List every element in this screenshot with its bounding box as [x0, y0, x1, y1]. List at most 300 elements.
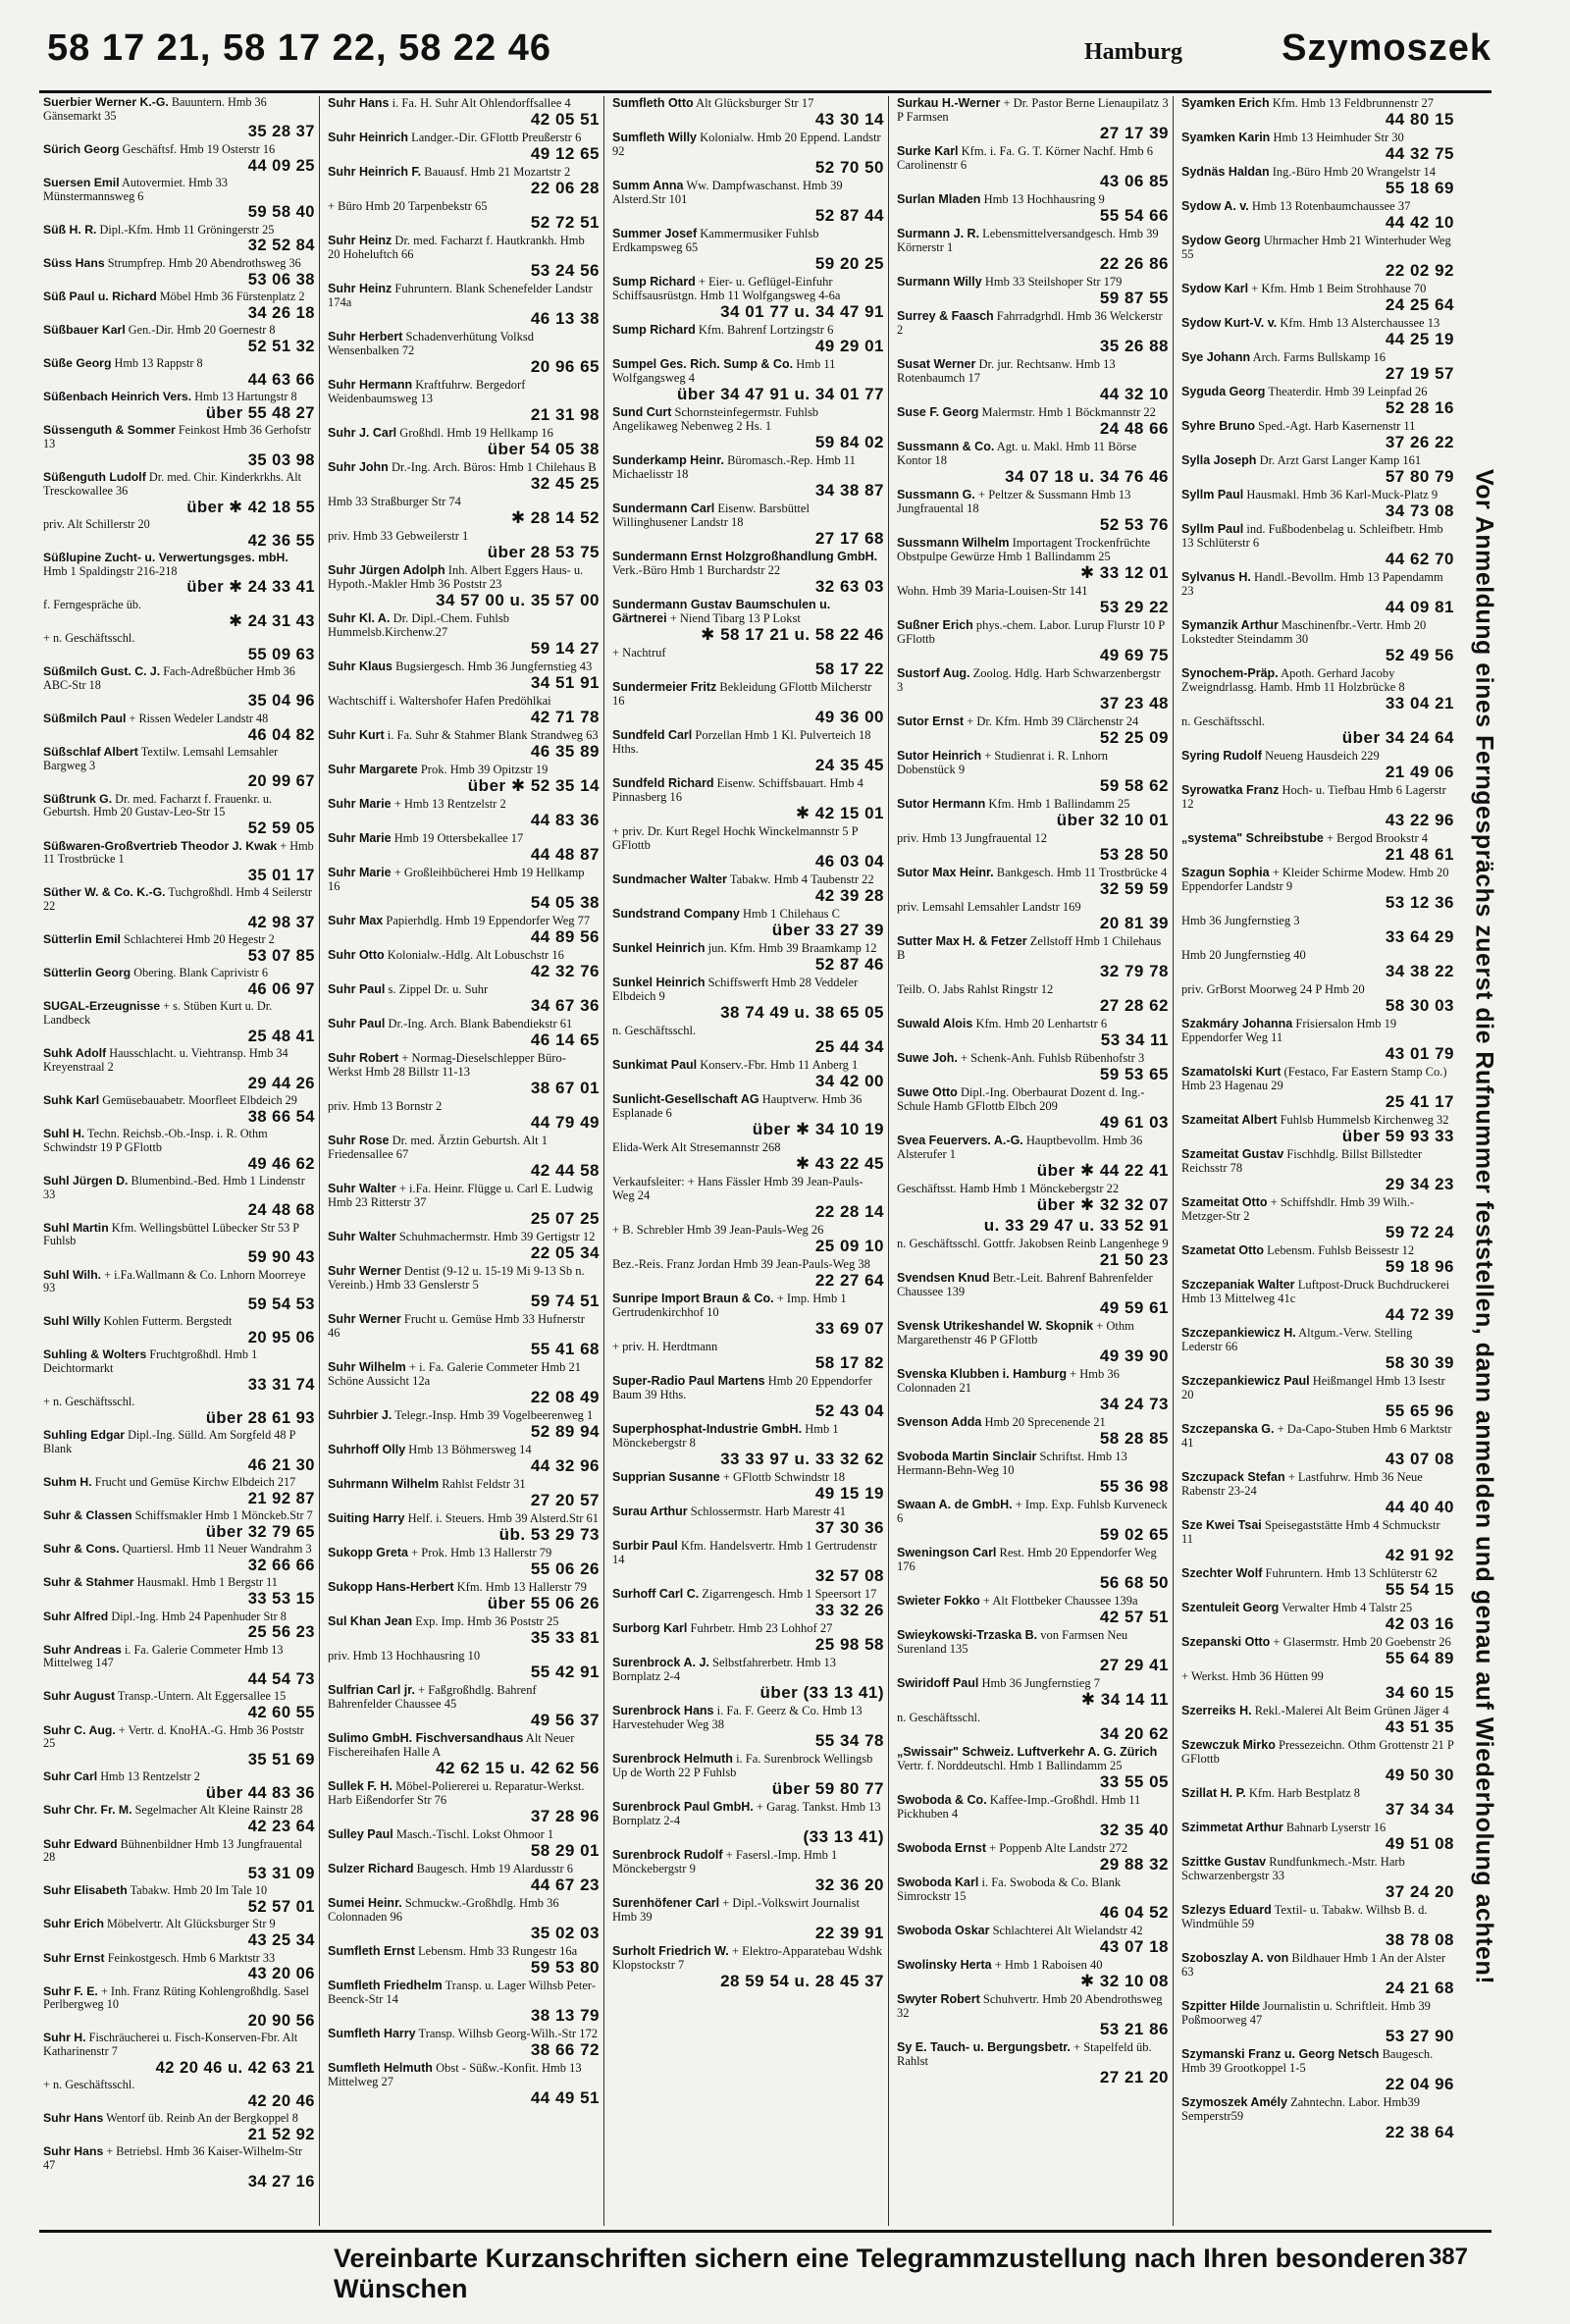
directory-entry [328, 1408, 600, 1441]
directory-entry [328, 1099, 600, 1132]
entry-name: Süßenguth Ludolf [43, 470, 146, 485]
entry-phone: 25 98 58 [814, 1635, 884, 1654]
entry-phone: 49 56 37 [530, 1711, 600, 1729]
entry-name: Sul Khan Jean [328, 1614, 413, 1628]
directory-entry [43, 1838, 315, 1883]
directory-entry [43, 967, 315, 998]
entry-description: Schadenverhütung Volksd Wensenbalken 72 [328, 330, 534, 357]
entry-phone: 22 28 14 [814, 1202, 884, 1221]
entry-name: Swolinsky Herta [897, 1958, 992, 1972]
entry-phone: 42 91 92 [1385, 1546, 1454, 1564]
entry-phone: 54 05 38 [530, 893, 600, 912]
entry-phone: 34 38 87 [814, 481, 884, 500]
entry-description: i. Fa. F. Geerz & Co. Hmb 13 Harvestehuder Weg 38 [612, 1704, 863, 1731]
entry-name: Surenbrock Helmuth [612, 1752, 733, 1766]
side-note [1464, 393, 1503, 2061]
entry-phone: 21 31 98 [530, 405, 600, 424]
entry-name: Suiting Harry [328, 1511, 405, 1525]
directory-entry [897, 982, 1169, 1015]
entry-description: Dr. med. Facharzt f. Hautkrankh. Hmb 20 Hoheluftch 66 [328, 234, 585, 261]
entry-phone: 44 09 81 [1385, 598, 1454, 616]
directory-entry [43, 632, 315, 663]
entry-name: Sußner Erich [897, 618, 973, 632]
entry-name: Suhr Elisabeth [43, 1883, 128, 1898]
directory-entry [328, 1649, 600, 1681]
entry-description: Blumenbind.-Bed. Hmb 1 Lindenstr 33 [43, 1173, 305, 1201]
entry-name: Suhl Willy [43, 1314, 101, 1329]
entry-name: Surau Arthur [612, 1505, 688, 1518]
entry-name: Süss Hans [43, 255, 105, 270]
entry-description: Uhrmacher Hmb 21 Winterhuder Weg 55 [1181, 234, 1451, 261]
directory-entry [43, 746, 315, 791]
directory-entry [897, 1546, 1169, 1592]
entry-description: Verwalter Hmb 4 Talstr 25 [1282, 1601, 1413, 1614]
directory-entry [897, 1319, 1169, 1365]
entry-name: Szymanski Franz u. Georg Netsch [1181, 2047, 1380, 2061]
entry-description: Strumpfrep. Hmb 20 Abendrothsweg 36 [107, 255, 301, 270]
directory-entry [43, 552, 315, 597]
entry-phone: 33 04 21 [1385, 694, 1454, 713]
entry-description: Schlachterei Alt Wielandstr 42 [992, 1924, 1143, 1937]
entry-phone: 25 48 41 [247, 1026, 315, 1045]
entry-name: Sussmann & Co. [897, 440, 995, 453]
entry-name: Swaan A. de GmbH. [897, 1498, 1013, 1511]
entry-name: Sundmacher Walter [612, 872, 727, 886]
entry-phone: 32 36 20 [814, 1875, 884, 1894]
entry-name: Surhoff Carl C. [612, 1587, 700, 1601]
entry-phone: 55 18 69 [1385, 179, 1454, 197]
entry-description: Journalistin u. Schriftleit. Hmb 39 Poßmoorweg 47 [1181, 1999, 1431, 2027]
entry-description: Schuhmachermstr. Hmb 39 Gertigstr 12 [398, 1230, 596, 1243]
directory-entry [1181, 1999, 1454, 2045]
directory-entry [1181, 1422, 1454, 1468]
entry-phone: 55 42 91 [530, 1663, 600, 1681]
directory-entry [43, 1348, 315, 1394]
entry-description: Hmb 20 Jungfernstieg 40 [1181, 948, 1306, 962]
entry-name: Szakmáry Johanna [1181, 1017, 1293, 1030]
entry-name: Süße Georg [43, 356, 112, 371]
entry-phone: 34 57 00 u. 35 57 00 [436, 591, 600, 609]
entry-name: Sunlicht-Gesellschaft AG [612, 1092, 759, 1106]
entry-name: Syamken Karin [1181, 131, 1271, 144]
entry-phone: 34 42 00 [814, 1072, 884, 1090]
directory-entry [612, 1024, 884, 1056]
entry-phone: 27 21 20 [1099, 2068, 1169, 2086]
directory-entry [612, 1175, 884, 1221]
entry-description: Frucht u. Gemüse Hmb 33 Hufnerstr 46 [328, 1312, 585, 1340]
entry-name: Swiridoff Paul [897, 1676, 979, 1690]
directory-entry [328, 831, 600, 864]
entry-name: Szczepanska G. [1181, 1422, 1275, 1436]
entry-name: Suhr Heinrich F. [328, 165, 422, 179]
directory-entry [612, 131, 884, 177]
entry-description: Hmb 20 Sprecenende 21 [984, 1415, 1106, 1429]
directory-entry [328, 2061, 600, 2107]
entry-name: Sulley Paul [328, 1827, 393, 1841]
directory-entry [328, 1230, 600, 1262]
directory-entry [612, 941, 884, 974]
entry-description: Textilw. Lemsahl Lemsahler Bargweg 3 [43, 744, 279, 772]
entry-description: Inh. Albert Eggers Haus- u. Hypoth.-Makler Hmb 36 Poststr 23 [328, 563, 584, 591]
entry-description: Kaffee-Imp.-Großhdl. Hmb 11 Pickhuben 4 [897, 1793, 1141, 1821]
entry-phone: ✱ 32 10 08 [1079, 1972, 1169, 1990]
entry-description: priv. Hmb 33 Gebweilerstr 1 [328, 529, 469, 543]
entry-phone: 58 17 22 [814, 660, 884, 678]
entry-description: priv. Hmb 13 Jungfrauental 12 [897, 831, 1047, 845]
entry-description: Hausmakl. Hmb 36 Karl-Muck-Platz 9 [1246, 488, 1439, 502]
directory-entry [897, 1841, 1169, 1874]
entry-name: Sydow A. v. [1181, 199, 1249, 213]
entry-name: Swoboda Karl [897, 1875, 979, 1889]
entry-name: Supprian Susanne [612, 1470, 720, 1484]
directory-entry [897, 1793, 1169, 1839]
entry-phone: 55 09 63 [247, 644, 315, 663]
directory-entry [897, 144, 1169, 190]
entry-name: Sunkel Heinrich [612, 976, 706, 989]
entry-description: Schlossermstr. Harb Marestr 41 [690, 1505, 847, 1518]
entry-description: + Normag-Dieselschlepper Büro-Werkst Hmb 28 Billstr 11-13 [328, 1051, 566, 1079]
entry-name: Sumfleth Willy [612, 131, 698, 144]
directory-entry [1181, 1786, 1454, 1819]
entry-phone: 32 45 25 [530, 474, 600, 493]
entry-name: Szymoszek Amély [1181, 2095, 1287, 2109]
entry-phone: 27 20 57 [530, 1491, 600, 1509]
entry-description: + Stapelfeld üb. Rahlst [897, 2040, 1152, 2068]
directory-entry [328, 1614, 600, 1647]
entry-description: + Hmb 36 Colonnaden 21 [897, 1367, 1120, 1395]
entry-description: Schiffswerft Hmb 28 Veddeler Elbdeich 9 [612, 976, 859, 1003]
directory-entry [897, 1367, 1169, 1413]
entry-name: Syllm Paul [1181, 488, 1244, 502]
directory-entry [1181, 1113, 1454, 1145]
entry-phone: 55 54 15 [1385, 1580, 1454, 1599]
entry-phone: 33 33 97 u. 33 32 62 [720, 1450, 884, 1468]
entry-name: Suhr Hans [43, 2111, 104, 2126]
entry-phone: 53 24 56 [530, 261, 600, 280]
entry-name: Sutor Heinrich [897, 749, 982, 763]
entry-name: Szentuleit Georg [1181, 1601, 1280, 1614]
entry-description: + Nachtruf [612, 646, 666, 660]
directory-entry [612, 1896, 884, 1942]
directory-entry [897, 1992, 1169, 2038]
entry-phone: 27 17 39 [1099, 124, 1169, 142]
entry-name: Suhr Edward [43, 1836, 118, 1851]
entry-description: Landger.-Dir. GFlottb Preußerstr 6 [411, 131, 582, 144]
directory-entry [328, 1017, 600, 1049]
directory-entry [328, 660, 600, 692]
entry-name: Symanzik Arthur [1181, 618, 1279, 632]
entry-name: Suhr Otto [328, 948, 385, 962]
entry-name: Süßenbach Heinrich Vers. [43, 390, 192, 404]
entry-name: Susat Werner [897, 357, 976, 371]
directory-entry [612, 976, 884, 1022]
entry-description: Bugsiergesch. Hmb 36 Jungfernstieg 43 [395, 660, 593, 673]
directory-entry [1181, 1601, 1454, 1633]
entry-name: Suhr Herbert [328, 330, 403, 343]
entry-name: Süßmilch Gust. C. J. [43, 664, 161, 678]
entry-phone: 49 50 30 [1385, 1766, 1454, 1784]
entry-name: Suerbier Werner K.-G. [43, 96, 169, 109]
entry-description: Wachtschiff i. Waltershofer Hafen Predöhlkai [328, 694, 551, 708]
directory-entry [612, 323, 884, 355]
entry-name: Suwe Otto [897, 1085, 958, 1099]
entry-description: Rundfunkmech.-Mstr. Harb Schwarzenbergstr 33 [1181, 1855, 1405, 1882]
entry-description: Sped.-Agt. Harb Kasernenstr 11 [1258, 419, 1416, 433]
entry-name: Sze Kwei Tsai [1181, 1518, 1262, 1532]
entry-description: + s. Stüben Kurt u. Dr. Landbeck [43, 999, 273, 1028]
directory-entry [43, 471, 315, 516]
entry-description: Kfm. i. Fa. G. T. Körner Nachf. Hmb 6 Carolinenstr 6 [897, 144, 1153, 172]
directory-entry [897, 866, 1169, 898]
page-footer [39, 2238, 1492, 2303]
entry-description: Heißmangel Hmb 13 Isestr 20 [1181, 1374, 1445, 1401]
entry-description: Transp.-Untern. Alt Eggersallee 15 [117, 1689, 287, 1704]
entry-phone: 52 70 50 [814, 158, 884, 177]
entry-name: Süß Paul u. Richard [43, 289, 157, 303]
entry-name: Suhling & Wolters [43, 1347, 147, 1362]
entry-name: Syrowatka Franz [1181, 783, 1280, 797]
directory-entry [897, 934, 1169, 980]
entry-description: Dipl.-Kfm. Hmb 11 Gröningerstr 25 [99, 222, 275, 237]
entry-phone: 22 05 34 [530, 1243, 600, 1262]
entry-description: + Elektro-Apparatebau Wdshk Klopstockstr 7 [612, 1944, 883, 1972]
entry-phone: 21 48 61 [1385, 845, 1454, 864]
entry-name: „systema" Schreibstube [1181, 831, 1324, 845]
entry-phone: 52 57 01 [247, 1897, 315, 1917]
entry-phone: 49 51 08 [1385, 1834, 1454, 1853]
entry-phone: 52 49 56 [1385, 646, 1454, 664]
directory-entry [328, 728, 600, 761]
entry-name: Sussmann G. [897, 488, 975, 502]
entry-name: Surmann Willy [897, 275, 982, 289]
entry-description: Bildhauer Hmb 1 An der Alster 63 [1181, 1951, 1445, 1979]
directory-entry [328, 2027, 600, 2059]
entry-phone: 22 08 49 [530, 1388, 600, 1406]
entry-description: + Werkst. Hmb 36 Hütten 99 [1181, 1669, 1324, 1683]
directory-entry [612, 179, 884, 225]
entry-description: Porzellan Hmb 1 Kl. Pulverteich 18 Hths. [612, 728, 871, 756]
entry-phone: 33 55 05 [1099, 1772, 1169, 1791]
entry-name: Swoboda Ernst [897, 1841, 986, 1855]
directory-entry [612, 1140, 884, 1173]
entry-description: Lebensmittelversandgesch. Hmb 39 Körnerstr 1 [897, 227, 1159, 254]
entry-description: Fuhrbetr. Hmb 23 Lohhof 27 [690, 1621, 833, 1635]
directory-entry [612, 227, 884, 273]
entry-name: Sundermann Carl [612, 502, 715, 515]
entry-phone: 20 81 39 [1099, 914, 1169, 932]
entry-phone: über ✱ 32 32 07 [1036, 1195, 1169, 1214]
entry-phone: 34 01 77 u. 34 47 91 [720, 302, 884, 321]
entry-phone: 43 25 34 [247, 1930, 315, 1950]
directory-entry [612, 1539, 884, 1585]
entry-name: Süßtrunk G. [43, 791, 113, 806]
entry-phone: 35 03 98 [247, 449, 315, 469]
entry-phone: 58 30 03 [1385, 996, 1454, 1015]
entry-phone: über ✱ 24 33 41 [186, 577, 315, 597]
entry-description: Bauuntern. Hmb 36 Gänsemarkt 35 [43, 96, 267, 123]
entry-phone: (33 13 41) [803, 1827, 884, 1846]
entry-phone: 53 21 86 [1099, 2020, 1169, 2038]
directory-entry [897, 1182, 1169, 1214]
directory-entry [1181, 1065, 1454, 1111]
entry-phone: 56 68 50 [1099, 1573, 1169, 1592]
entry-phone: 42 98 37 [247, 912, 315, 931]
entry-phone: 52 89 94 [530, 1422, 600, 1441]
directory-entry [897, 797, 1169, 829]
directory-entry [43, 933, 315, 965]
entry-name: Suhr Max [328, 914, 384, 927]
entry-description: + Niend Tibarg 13 P Lokst [669, 611, 801, 625]
directory-entry [43, 793, 315, 838]
entry-description: Autovermiet. Hmb 33 Münstermannsweg 6 [43, 175, 228, 203]
directory-entry [612, 1656, 884, 1702]
entry-description: n. Geschäftsschl. [612, 1024, 697, 1037]
entry-name: Szewczuk Mirko [1181, 1738, 1276, 1752]
entry-description: + Hmb 13 Rentzelstr 2 [393, 797, 506, 811]
entry-phone: 25 07 25 [530, 1209, 600, 1228]
directory-entry [897, 536, 1169, 582]
entry-description: Agt. u. Makl. Hmb 11 Börse Kontor 18 [897, 440, 1137, 467]
directory-entry [897, 1875, 1169, 1922]
entry-description: + Großleihbücherei Hmb 19 Hellkamp 16 [328, 866, 585, 893]
entry-description: Arch. Farms Bullskamp 16 [1252, 350, 1387, 364]
directory-entry [897, 1924, 1169, 1956]
entry-name: Sukopp Greta [328, 1546, 408, 1559]
entry-phone: 43 22 96 [1385, 811, 1454, 829]
entry-phone: 46 14 65 [530, 1030, 600, 1049]
entry-phone: 59 02 65 [1099, 1525, 1169, 1544]
directory-entry [43, 1396, 315, 1427]
entry-phone: 46 21 30 [247, 1454, 315, 1474]
directory-entry [612, 275, 884, 321]
directory-entry [612, 1223, 884, 1255]
entry-description: Fuhruntern. Hmb 13 Schlüterstr 62 [1265, 1566, 1438, 1580]
directory-entry [897, 749, 1169, 795]
directory-entry [328, 866, 600, 912]
entry-description: Dipl.-Ing. Hmb 24 Papenhuder Str 8 [111, 1609, 287, 1623]
entry-name: Sukopp Hans-Herbert [328, 1580, 454, 1594]
entry-description: Bahnarb Lyserstr 16 [1285, 1821, 1387, 1834]
directory-entry [43, 224, 315, 255]
entry-name: Sydow Georg [1181, 234, 1261, 247]
entry-name: Sye Johann [1181, 350, 1251, 364]
entry-name: Syamken Erich [1181, 96, 1270, 110]
entry-description: Kolonialw.-Hdlg. Alt Lobuschstr 16 [387, 948, 564, 962]
directory-entry [612, 502, 884, 548]
entry-name: Sustorf Aug. [897, 666, 970, 680]
entry-description: + Poppenb Alte Landstr 272 [989, 1841, 1128, 1855]
directory-entry [43, 1952, 315, 1983]
entry-description: Großhdl. Hmb 19 Hellkamp 16 [399, 426, 553, 440]
entry-name: Sundermeier Fritz [612, 680, 717, 694]
entry-phone: über ✱ 34 10 19 [752, 1120, 884, 1138]
directory-column [39, 96, 320, 2226]
directory-entry [43, 1269, 315, 1314]
entry-name: Surbir Paul [612, 1539, 678, 1553]
directory-entry [897, 96, 1169, 142]
entry-phone: 44 09 25 [247, 155, 315, 175]
entry-description: + Studienrat i. R. Lnhorn Dobenstück 9 [897, 749, 1109, 776]
entry-name: Suwald Alois [897, 1017, 973, 1030]
entry-phone: 34 67 36 [530, 996, 600, 1015]
entry-name: Sumfleth Harry [328, 2027, 416, 2040]
directory-entry [43, 324, 315, 355]
entry-phone: 42 60 55 [247, 1703, 315, 1722]
directory-entry [612, 550, 884, 596]
entry-description: Selbstfahrerbetr. Hmb 13 Bornplatz 2-4 [612, 1656, 837, 1683]
entry-phone: 55 34 78 [814, 1731, 884, 1750]
entry-description: Dr. med. Facharzt f. Frauenkr. u. Geburtsh. Hmb 20 Gustav-Leo-Str 15 [43, 791, 273, 819]
entry-description: i. Fa. Galerie Commeter Hmb 13 Mittelweg 147 [43, 1642, 284, 1670]
entry-phone: 52 87 44 [814, 206, 884, 225]
entry-description: Schiffsmakler Hmb 1 Mönckeb.Str 7 [134, 1508, 313, 1523]
entry-name: Suhrhoff Olly [328, 1443, 406, 1456]
directory-entry [328, 1546, 600, 1578]
entry-name: Szczupack Stefan [1181, 1470, 1285, 1484]
entry-name: Svoboda Martin Sinclair [897, 1450, 1037, 1463]
entry-phone: 43 07 18 [1099, 1937, 1169, 1956]
entry-name: Szimmetat Arthur [1181, 1821, 1283, 1834]
entry-description: Dr. jur. Rechtsanw. Hmb 13 Rotenbaumch 17 [897, 357, 1116, 385]
entry-phone: 44 67 23 [530, 1875, 600, 1894]
directory-entry [1181, 1669, 1454, 1702]
directory-entry [328, 1360, 600, 1406]
entry-name: Suhr John [328, 460, 389, 474]
directory-entry [1181, 1635, 1454, 1667]
entry-description: + priv. Dr. Kurt Regel Hochk Winckelmannstr 5 P GFlottb [612, 824, 859, 852]
entry-phone: 32 52 84 [247, 236, 315, 255]
entry-description: + Faßgroßhdlg. Bahrenf Bahrenfelder Chaussee 45 [328, 1683, 537, 1711]
entry-description: Kfm. Hmb 13 Feldbrunnenstr 27 [1272, 96, 1434, 110]
directory-entry [1181, 714, 1454, 747]
directory-entry [897, 405, 1169, 438]
entry-phone: 59 90 43 [247, 1247, 315, 1267]
entry-name: Sundermann Gustav Baumschulen u. Gärtnerei [612, 598, 831, 625]
entry-description: + Imp. Exp. Fuhlsb Kurveneck 6 [897, 1498, 1168, 1525]
entry-name: Sutor Hermann [897, 797, 986, 811]
header-rule [39, 90, 1492, 93]
entry-description: Papierhdlg. Hmb 19 Eppendorfer Weg 77 [386, 914, 591, 927]
entry-phone: 44 40 40 [1385, 1498, 1454, 1516]
entry-description: Hmb 36 Jungfernstieg 7 [981, 1676, 1100, 1690]
directory-entry [1181, 982, 1454, 1015]
entry-description: Zigarrengesch. Hmb 1 Speersort 17 [702, 1587, 877, 1601]
entry-name: „Swissair" Schweiz. Luftverkehr A. G. Zürich [897, 1745, 1158, 1759]
entry-phone: ✱ 58 17 21 u. 58 22 46 [701, 625, 884, 644]
entry-phone: 52 59 05 [247, 819, 315, 838]
directory-entry [1181, 234, 1454, 280]
entry-name: Suhr Kurt [328, 728, 385, 742]
entry-phone: 43 07 08 [1385, 1450, 1454, 1468]
directory-entry [612, 357, 884, 403]
entry-phone: 21 50 23 [1099, 1250, 1169, 1269]
entry-phone: 59 87 55 [1099, 289, 1169, 307]
directory-entry [328, 165, 600, 197]
entry-phone: 59 58 62 [1099, 776, 1169, 795]
entry-phone: 46 35 89 [530, 742, 600, 761]
entry-name: Sütterlin Georg [43, 966, 131, 980]
entry-description: Teilb. O. Jabs Rahlst Ringstr 12 [897, 982, 1054, 996]
entry-phone: 20 96 65 [530, 357, 600, 376]
entry-name: Suhr & Cons. [43, 1542, 120, 1557]
directory-entry [897, 1628, 1169, 1674]
directory-entry [612, 1470, 884, 1503]
directory-column [893, 96, 1174, 2226]
entry-description: + Da-Capo-Stuben Hmb 6 Marktstr 41 [1181, 1422, 1452, 1450]
entry-phone: über 55 06 26 [487, 1594, 600, 1612]
entry-name: Sundermann Ernst Holzgroßhandlung GmbH. [612, 550, 878, 563]
entry-description: + Dr. Kfm. Hmb 39 Clärchenstr 24 [967, 714, 1139, 728]
